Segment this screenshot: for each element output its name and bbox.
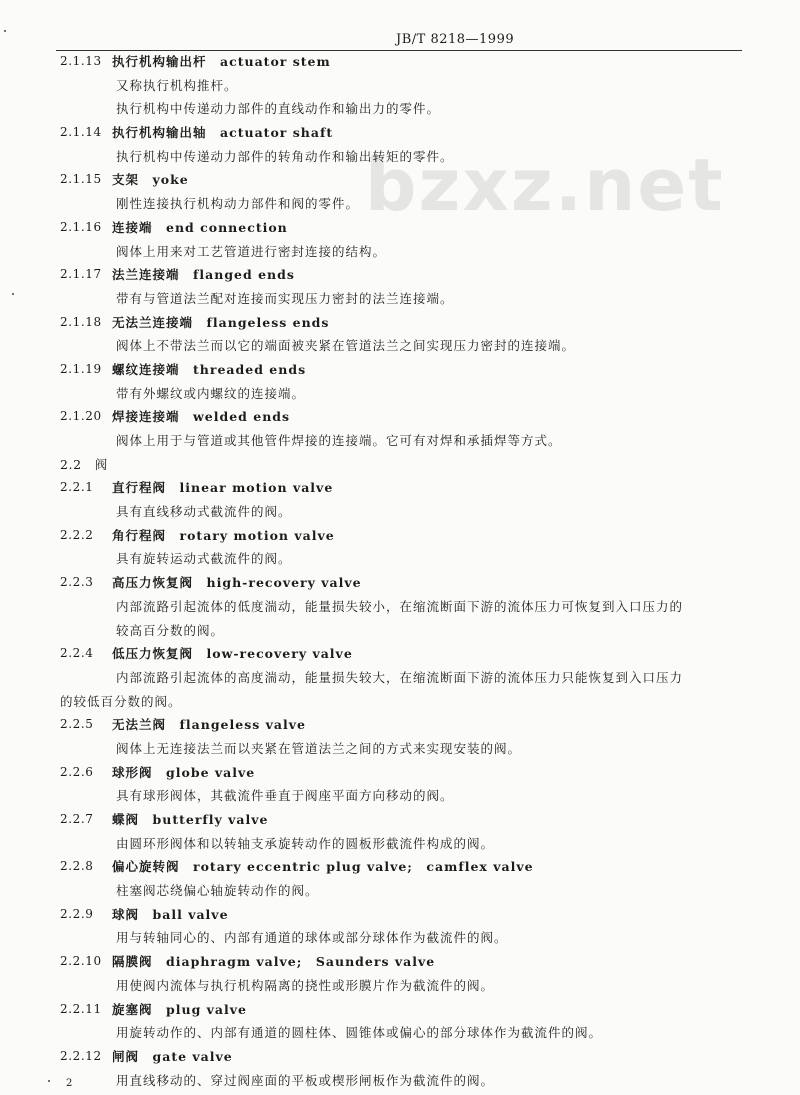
clause-number: 2.2.4 [60,646,94,661]
term-entry [0,571,800,642]
clause-number: 2.2.2 [60,527,94,542]
term-entry [0,808,800,855]
definition-text: 由圆环形阀体和以转轴支承旋转动作的圆板形截流件构成的阀。 [116,835,495,851]
definition-text: 用与转轴同心的、内部有通道的球体或部分球体作为截流件的阀。 [116,930,508,946]
term-name: 偏心旋转阀 rotary eccentric plug valve; camflex valve [112,859,534,875]
term-heading-line [0,571,800,595]
term-heading-line [0,263,800,287]
term-heading-line [0,476,800,500]
definition-line [0,334,800,358]
definition-line [0,192,800,216]
term-name: 低压力恢复阀 low-recovery valve [112,646,353,662]
definition-line [0,832,800,856]
standard-code: JB/T 8218—1999 [396,32,515,47]
definition-text: 具有直线移动式截流件的阀。 [116,504,292,520]
definition-text: 又称执行机构推杆。 [116,77,238,93]
term-name: 执行机构输出轴 actuator shaft [112,125,334,141]
definition-text: 内部流路引起流体的低度湍动，能量损失较小，在缩流断面下游的流体压力可恢复到入口压力的 [116,598,684,614]
definition-line [0,287,800,311]
term-heading-line [0,168,800,192]
section-title: 2.2 阀 [60,456,108,472]
term-name: 高压力恢复阀 high-recovery valve [112,575,362,591]
term-heading-line [0,216,800,240]
term-entry [0,761,800,808]
definition-line [0,595,800,619]
definition-text: 具有球形阀体，其截流件垂直于阀座平面方向移动的阀。 [116,788,454,804]
clause-number: 2.2.1 [60,480,94,495]
definition-text: 用使阀内流体与执行机构隔离的挠性或形膜片作为截流件的阀。 [116,977,495,993]
term-name: 旋塞阀 plug valve [112,1001,247,1017]
definition-text: 内部流路引起流体的高度湍动，能量损失较大，在缩流断面下游的流体压力只能恢复到入口压力 [116,669,684,685]
definition-line [0,690,800,714]
term-entry [0,903,800,950]
term-heading-line [0,950,800,974]
term-entry [0,998,800,1045]
term-name: 球阀 ball valve [112,906,229,922]
definition-line [0,429,800,453]
term-name: 无法兰阀 flangeless valve [112,717,306,733]
definition-text: 阀体上无连接法兰而以夹紧在管道法兰之间的方式来实现安装的阀。 [116,740,522,756]
term-entry [0,476,800,523]
definition-text: 执行机构中传递动力部件的转角动作和输出转矩的零件。 [116,148,454,164]
definition-text: 执行机构中传递动力部件的直线动作和输出力的零件。 [116,101,441,117]
term-name: 角行程阀 rotary motion valve [112,527,335,543]
term-name: 连接端 end connection [112,219,288,235]
definition-line [0,500,800,524]
definition-line [0,145,800,169]
scan-speck [4,30,6,32]
definition-line [0,1021,800,1045]
term-entry [0,216,800,263]
definition-text: 带有与管道法兰配对连接而实现压力密封的法兰连接端。 [116,290,454,306]
definition-text: 阀体上不带法兰而以它的端面被夹紧在管道法兰之间实现压力密封的连接端。 [116,338,576,354]
clause-number: 2.1.19 [60,361,102,376]
clause-number: 2.2.11 [60,1001,102,1016]
term-entry [0,263,800,310]
definition-line [0,74,800,98]
clause-number: 2.2.3 [60,575,94,590]
term-name: 法兰连接端 flanged ends [112,267,295,283]
term-heading-line [0,903,800,927]
term-heading-line [0,50,800,74]
term-entry [0,311,800,358]
definition-line [0,1069,800,1093]
term-heading-line [0,761,800,785]
definition-text: 带有外螺纹或内螺纹的连接端。 [116,385,306,401]
clause-number: 2.2.10 [60,954,102,969]
term-name: 支架 yoke [112,172,189,188]
definition-continuation: 的较低百分数的阀。 [60,693,182,709]
definition-line [0,737,800,761]
term-name: 隔膜阀 diaphragm valve; Saunders valve [112,954,436,970]
term-entry [0,168,800,215]
term-entry [0,950,800,997]
page-number: 2 [66,1078,73,1089]
term-name: 无法兰连接端 flangeless ends [112,314,330,330]
term-name: 执行机构输出杆 actuator stem [112,54,331,69]
clause-number: 2.2.6 [60,764,94,779]
scan-speck [48,1080,50,1082]
definition-text: 用直线移动的、穿过阀座面的平板或楔形闸板作为截流件的阀。 [116,1072,495,1088]
definition-line [0,879,800,903]
clause-number: 2.2.12 [60,1048,102,1063]
definition-line [0,666,800,690]
term-heading-line [0,121,800,145]
definition-text: 较高百分数的阀。 [116,622,225,638]
definition-text: 柱塞阀芯绕偏心轴旋转动作的阀。 [116,883,319,899]
watermark: bzxz.net [365,143,725,227]
term-heading-line [0,358,800,382]
clause-number: 2.2.5 [60,717,94,732]
term-heading-line [0,855,800,879]
term-heading-line [0,405,800,429]
definition-line [0,547,800,571]
term-heading-line [0,713,800,737]
definition-text: 阀体上用来对工艺管道进行密封连接的结构。 [116,243,387,259]
definition-line [0,97,800,121]
definition-text: 用旋转动作的、内部有通道的圆柱体、圆锥体或偏心的部分球体作为截流件的阀。 [116,1025,603,1041]
term-list [0,50,800,1092]
term-entry [0,1045,800,1092]
term-entry [0,642,800,713]
definition-line [0,974,800,998]
term-heading-line [0,998,800,1022]
clause-number: 2.1.16 [60,219,102,234]
term-name: 球形阀 globe valve [112,764,256,780]
term-name: 直行程阀 linear motion valve [112,480,334,496]
term-entry [0,50,800,121]
section-line [0,453,800,477]
term-entry [0,713,800,760]
term-name: 蝶阀 butterfly valve [112,812,269,827]
term-heading-line [0,1045,800,1069]
term-name: 焊接连接端 welded ends [112,409,291,425]
term-heading-line [0,311,800,335]
clause-number: 2.2.8 [60,859,94,874]
definition-line [0,926,800,950]
section-heading [0,453,800,477]
clause-number: 2.1.18 [60,314,102,329]
scan-speck [12,293,14,295]
term-name: 闸阀 gate valve [112,1048,233,1064]
term-entry [0,524,800,571]
clause-number: 2.2.7 [60,812,94,826]
clause-number: 2.1.13 [60,54,102,68]
definition-line [0,240,800,264]
clause-number: 2.1.20 [60,409,102,424]
definition-text: 刚性连接执行机构动力部件和阀的零件。 [116,196,360,212]
clause-number: 2.1.14 [60,125,102,140]
term-heading-line [0,642,800,666]
term-entry [0,405,800,452]
definition-line [0,784,800,808]
term-entry [0,855,800,902]
term-heading-line [0,524,800,548]
term-heading-line [0,808,800,832]
definition-text: 阀体上用于与管道或其他管件焊接的连接端。它可有对焊和承插焊等方式。 [116,433,562,448]
definition-line [0,619,800,643]
clause-number: 2.1.17 [60,267,102,282]
page-header [56,30,742,51]
term-entry [0,121,800,168]
term-name: 螺纹连接端 threaded ends [112,361,307,377]
definition-text: 具有旋转运动式截流件的阀。 [116,551,292,567]
definition-line [0,382,800,406]
term-entry [0,358,800,405]
clause-number: 2.1.15 [60,172,102,187]
clause-number: 2.2.9 [60,906,94,921]
